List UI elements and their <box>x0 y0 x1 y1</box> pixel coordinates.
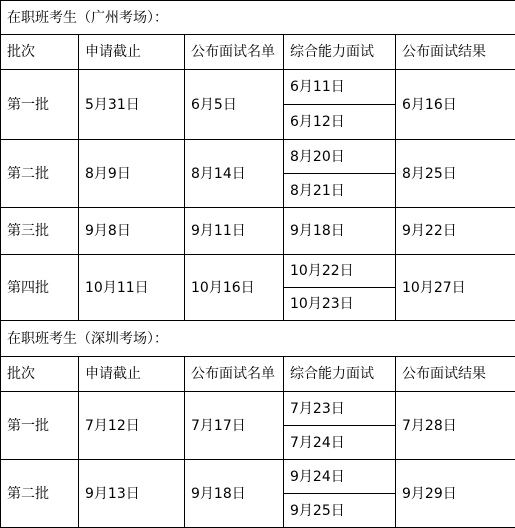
table-row-deadline: 8月9日 <box>79 140 185 208</box>
table-row-interview-date: 6月12日 <box>284 105 396 140</box>
table-row-deadline: 5月31日 <box>79 70 185 140</box>
table-row-list-date: 7月17日 <box>185 392 284 460</box>
table-row-result-date: 7月28日 <box>396 392 515 460</box>
table-row-result-date: 6月16日 <box>396 70 515 140</box>
table-row-list-date: 8月14日 <box>185 140 284 208</box>
table-row-interview-date: 9月25日 <box>284 494 396 528</box>
header-interview-list: 公布面试名单 <box>185 35 284 70</box>
header-batch: 批次 <box>1 35 79 70</box>
table-row-interview-date: 8月20日 <box>284 140 396 174</box>
table-row-batch: 第一批 <box>1 70 79 140</box>
table-row-list-date: 6月5日 <box>185 70 284 140</box>
table-row-interview-date: 10月22日 <box>284 255 396 288</box>
table-row-batch: 第一批 <box>1 392 79 460</box>
table-row-batch: 第二批 <box>1 460 79 528</box>
table-row-interview-date: 10月23日 <box>284 288 396 321</box>
table-row-batch: 第二批 <box>1 140 79 208</box>
table-row-list-date: 10月16日 <box>185 255 284 321</box>
header-result: 公布面试结果 <box>396 357 515 392</box>
table-row-deadline: 9月13日 <box>79 460 185 528</box>
table-row-batch: 第三批 <box>1 208 79 255</box>
table-row-deadline: 10月11日 <box>79 255 185 321</box>
table-row-result-date: 9月22日 <box>396 208 515 255</box>
header-result: 公布面试结果 <box>396 35 515 70</box>
table-row-interview-date: 7月23日 <box>284 392 396 426</box>
table-row-list-date: 9月11日 <box>185 208 284 255</box>
header-interview: 综合能力面试 <box>284 357 396 392</box>
table-row-interview-date: 6月11日 <box>284 70 396 105</box>
header-batch: 批次 <box>1 357 79 392</box>
table-row-deadline: 9月8日 <box>79 208 185 255</box>
header-interview-list: 公布面试名单 <box>185 357 284 392</box>
header-interview: 综合能力面试 <box>284 35 396 70</box>
table-row-list-date: 9月18日 <box>185 460 284 528</box>
table-row-result-date: 10月27日 <box>396 255 515 321</box>
table-row-interview-date: 7月24日 <box>284 426 396 460</box>
table-row-result-date: 8月25日 <box>396 140 515 208</box>
table-row-interview-date: 9月18日 <box>284 208 396 255</box>
header-deadline: 申请截止 <box>79 35 185 70</box>
table-row-interview-date: 8月21日 <box>284 174 396 208</box>
table-row-interview-date: 9月24日 <box>284 460 396 494</box>
header-deadline: 申请截止 <box>79 357 185 392</box>
section-title-shenzhen: 在职班考生（深圳考场）： <box>1 321 515 357</box>
section-title-guangzhou: 在职班考生（广州考场）： <box>1 1 515 35</box>
table-row-batch: 第四批 <box>1 255 79 321</box>
table-row-result-date: 9月29日 <box>396 460 515 528</box>
table-row-deadline: 7月12日 <box>79 392 185 460</box>
